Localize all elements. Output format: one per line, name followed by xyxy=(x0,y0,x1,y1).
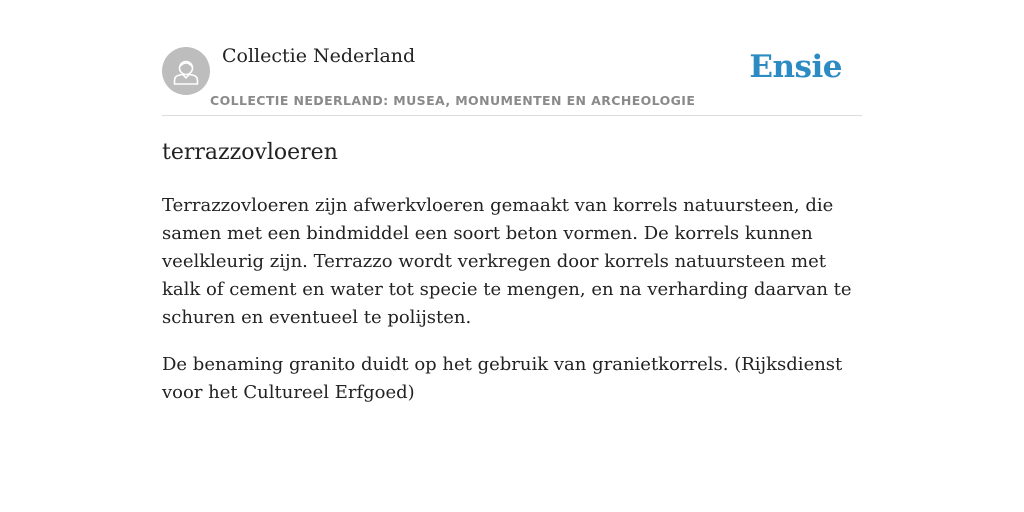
source-label[interactable]: COLLECTIE NEDERLAND: MUSEA, MONUMENTEN EN ARCHEOLOGIE xyxy=(210,93,696,108)
author-name[interactable]: Collectie Nederland xyxy=(222,45,416,67)
entry-paragraph: Terrazzovloeren zijn afwerkvloeren gemaakt van korrels natuursteen, die samen met een bindmiddel een soort beton vormen. De korrels kunnen veelkleurig zijn. Terrazzo wordt verkregen door korrels natuursteen met kalk of cement en water tot specie te mengen, en na verharding daarvan te schuren en eventueel te polijsten. xyxy=(162,195,852,328)
entry-body xyxy=(162,192,862,426)
brand-logo[interactable]: Ensie xyxy=(749,49,842,85)
entry-term: terrazzovloeren xyxy=(162,140,338,165)
user-icon xyxy=(162,47,210,95)
avatar[interactable] xyxy=(162,47,210,95)
entry-paragraph: De benaming granito duidt op het gebruik van granietkorrels. (Rijksdienst voor het Cultureel Erfgoed) xyxy=(162,354,843,403)
entry-header xyxy=(162,0,862,116)
page-container xyxy=(162,0,862,403)
